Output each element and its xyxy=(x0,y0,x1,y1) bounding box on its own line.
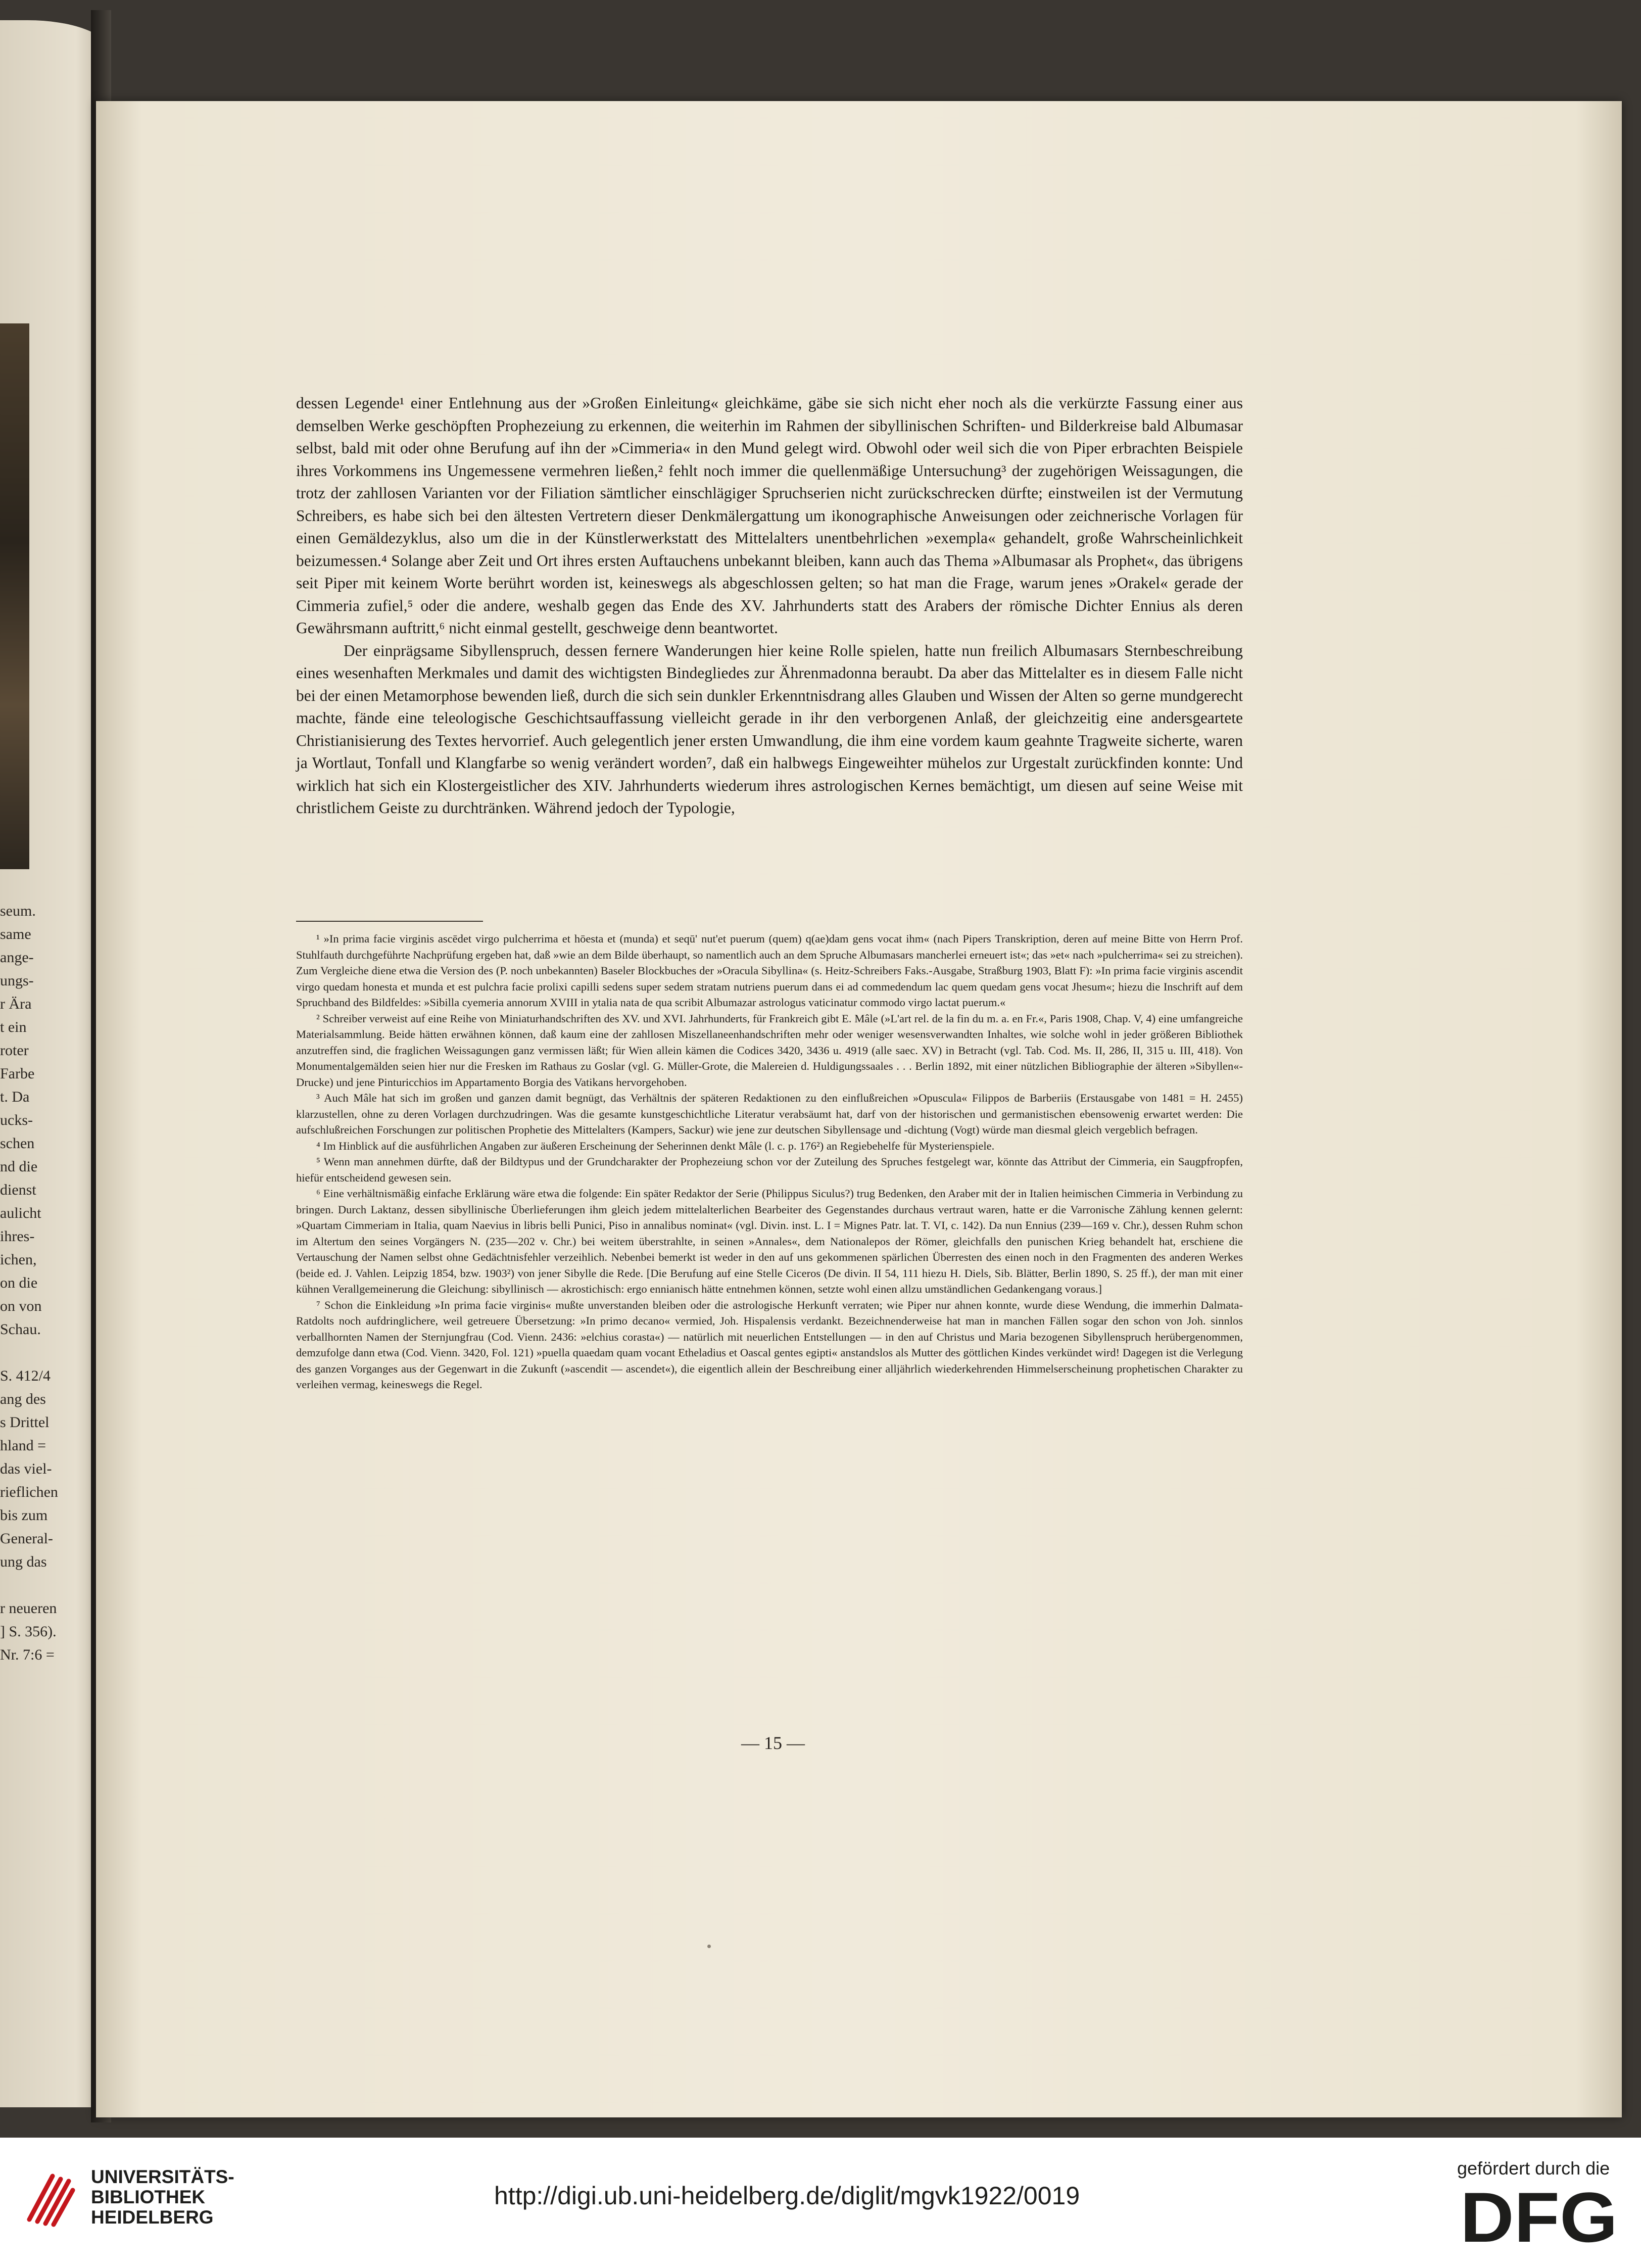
left-page-fragment: r neueren xyxy=(0,1600,57,1617)
page-number: — 15 — xyxy=(741,1733,805,1753)
left-page-fragment: on von xyxy=(0,1298,42,1314)
footnote: ⁴ Im Hinblick auf die ausführlichen Angaben zur äußeren Erscheinung der Seherinnen denkt Mâle (l. c. p. 176²) an Regiebehelfe für Mysterienspiele. xyxy=(316,1139,995,1152)
footnote: ⁷ Schon die Einkleidung »In prima facie virginis« mußte unverstanden bleiben oder die astrologische Herkunft verraten; wie Piper nur ahnen konnte, wurde diese Wendung, die immerhin Dalmata-Ratdolts noch aufdringlichere, weil getreuere Übersetzung: »In primo decano« vermied, Joh. Hispalensis verdankt. Bezeichnenderweise hat man in manchen Fällen sogar den schon von Joh. sinnlos verballhornten Namen der Sternjungfrau (Cod. Vienn. 2436: »elchius corasta«) — natürlich mit neuerlichen Entstellungen — in den auf Christus und Maria bezogenen Sibyllenspruch herübergenommen, demzufolge dann etwa (Cod. Vienn. 3420, Fol. 121) »puella quaedam quam vocant Etheladius et Oascal gentes egipti« anstandslos als Mutter des göttlichen Kindes verkündet wird! Dagegen ist die Verlegung des ganzen Vorganges aus der Gegenwart in die Zukunft (»ascendit — ascendet«), die eigentlich allein der Beschreibung einer alljährlich wiederkehrenden Himmelserscheinung prophetischen Charakter zu verleihen vermag, keineswegs die Regel. xyxy=(296,1298,1243,1391)
footnote: ³ Auch Mâle hat sich im großen und ganzen damit begnügt, das Verhältnis der späteren Redaktionen zu den einflußreichen »Opuscula« Filippos de Barberiis (Erstausgabe von 1481 = H. 2455) klarzustellen, ohne zu deren Vorlagen durchzudringen. Was die gesamte kunstgeschichtliche Literatur verabsäumt hat, darf von der historischen und germanistischen ebensowenig erwartet werden: Die aufschlußreichen Forschungen zur politischen Prophetie des Mittelalters (Kampers, Sackur) wie jene zur deutschen Sibyllensage und -dichtung (Vogt) würde man diesmal gleich vergeblich befragen. xyxy=(296,1092,1243,1136)
footnotes xyxy=(296,931,1243,1393)
library-name-line: UNIVERSITÄTS- xyxy=(91,2166,234,2187)
left-page-fragment: same xyxy=(0,926,31,942)
left-page-plate xyxy=(0,323,29,869)
library-name-line: HEIDELBERG xyxy=(91,2207,214,2228)
left-page-fragment: t. Da xyxy=(0,1089,30,1105)
left-page-fragment xyxy=(0,1574,76,1597)
left-page-fragment: seum. xyxy=(0,903,36,919)
left-page-fragment: Nr. 7:6 = xyxy=(0,1646,55,1663)
left-page-fragment: ihres- xyxy=(0,1228,35,1245)
funded-by-text: gefördert durch die xyxy=(1457,2158,1610,2179)
left-page-fragment: ichen, xyxy=(0,1251,37,1268)
left-page-fragment: bis zum xyxy=(0,1507,48,1524)
main-paragraph: dessen Legende¹ einer Entlehnung aus der »Großen Einleitung« gleichkäme, gäbe sie sich nicht eher noch als die verkürzte Fassung einer aus demselben Werke geschöpften Prophezeiung zu erkennen, die weiterhin im Rahmen der sibyllinischen Schriften- und Bilderkreise bald Albumasar selbst, bald mit oder ohne Berufung auf ihn der »Cimmeria« in den Mund gelegt wird. Obwohl oder weil sich die von Piper erbrachten Beispiele ihres Vorkommens ins Ungemessene vermehren ließen,² fehlt noch immer die quellenmäßige Untersuchung³ der zugehörigen Weissagungen, die trotz der zahllosen Varianten vor der Filiation sämtlicher einschlägiger Spruchserien nicht zurückschrecken dürfte; einstweilen ist der Vermutung Schreibers, es habe sich bei den ältesten Vertretern dieser Denkmälergattung um ikonographische Anweisungen oder zeichnerische Vorlagen für einen Gemäldezyklus, also um die in der Künstlerwerkstatt des Mittelalters unentbehrlichen »exempla« gehandelt, große Wahrscheinlichkeit beizumessen.⁴ Solange aber Zeit und Ort ihres ersten Auftauchens unbekannt bleiben, kann auch das Thema »Albumasar als Prophet«, das übrigens seit Piper mit keinem Worte berührt worden ist, keineswegs als abgeschlossen gelten; so hat man die Frage, warum jenes »Orakel« gerade der Cimmeria zufiel,⁵ oder die andere, weshalb gegen das Ende des XV. Jahrhunderts statt des Arabers der römische Dichter Ennius als deren Gewährsmann auftritt,⁶ nicht einmal gestellt, geschweige denn beantwortet. xyxy=(296,394,1243,637)
left-page-fragment xyxy=(0,1341,76,1364)
document-url-link[interactable]: http://digi.ub.uni-heidelberg.de/diglit/mgvk1922/0019 xyxy=(494,2182,1080,2210)
main-text xyxy=(296,392,1243,820)
left-page-fragment: t ein xyxy=(0,1019,27,1035)
footnote: ¹ »In prima facie virginis ascēdet virgo pulcherrima et hōesta et (munda) et seqū' nut'et puerum (quem) q(ae)dam gens vocat ihm« (nach Pipers Transkription, deren auf meine Bitte von Herrn Prof. Stuhlfauth durchgeführte Nachprüfung ergeben hat, daß »wie an dem Bilde überhaupt, so namentlich auch an dem Spruche Albumasars mancherlei erneuert ist«; das »et« nach »pulcherrima« sei zu streichen). Zum Vergleiche diene etwa die Version des (P. noch unbekannten) Baseler Blockbuches der »Oracula Sibyllina« (s. Heitz-Schreibers Faks.-Ausgabe, Straßburg 1903, Blatt F): »In prima facie virginis ascendit virgo quedam honesta et munda et est pulchra facie prolixi capilli sedens super sedem stratam nutriens puerum dans ei ad commedendum lac quem quedam gens vocat Jhesum«; hiezu die Inschrift auf dem Spruchband des Bildfeldes: »Sibilla cyemeria annorum XVIII in ytalia nata de qua scribit Albumazar astrologus vaticinatur commodo virgo lactat puerum.« xyxy=(296,932,1243,1009)
left-page-fragment: r Ära xyxy=(0,996,32,1012)
left-page-fragment: roter xyxy=(0,1042,29,1059)
left-page-fragment: ange- xyxy=(0,949,34,966)
footnote: ⁵ Wenn man annehmen dürfte, daß der Bildtypus und der Grundcharakter der Prophezeiung schon vor der Zuteilung des Spruches festgelegt war, könnte das Attribut der Cimmeria, ein Saugpfropfen, hiefür entscheidend gewesen sein. xyxy=(296,1155,1243,1184)
left-page-fragment: hland = xyxy=(0,1437,46,1454)
dfg-logo-icon[interactable] xyxy=(1460,2186,1619,2244)
footnote: ² Schreiber verweist auf eine Reihe von Miniaturhandschriften des XV. und XVI. Jahrhunderts, für Frankreich gibt E. Mâle (»L'art rel. de la fin du m. a. en Fr.«, Paris 1908, Chap. V, 4) eine umfangreiche Materialsammlung. Beide hätten erwähnen können, daß kaum eine der zahllosen Miszellaneenhandschriften mehr oder weniger wesensverwandten Inhaltes, wie solche wohl in jeder größeren Bibliothek anzutreffen sind, die fraglichen Weissagungen ganz vermissen läßt; für Wien allein kämen die Codices 3420, 3436 u. 4919 (alle saec. XV) in Betracht (vgl. Tab. Cod. Ms. II, 286, II, 315 u. III, 418). Von Monumentalgemälden seien hier nur die Fresken im Rathaus zu Goslar (vgl. G. Müller-Grote, die Malereien d. Huldigungssaales . . . Berlin 1892, mit einer nützlichen Bibliographie der älteren »Sibyllen«-Drucke) und jene Pinturicchios im Appartamento Borgia des Vatikans hervorgehoben. xyxy=(296,1012,1243,1089)
footnote: ⁶ Eine verhältnismäßig einfache Erklärung wäre etwa die folgende: Ein später Redaktor der Serie (Philippus Siculus?) trug Bedenken, den Araber mit der in Italien heimischen Cimmeria in Verbindung zu bringen. Durch Laktanz, dessen sibyllinische Überlieferungen ihm gleich jedem mittelalterlichen Bearbeiter des Gegenstandes durchaus vertraut waren, hatte er die Varronische Zählung kennen gelernt: »Quartam Cimmeriam in Italia, quam Naevius in libris belli Punici, Piso in annalibus nominat« (vgl. Divin. inst. L. I = Mignes Patr. lat. T. VI, c. 142). Da nun Ennius (239—169 v. Chr.), dessen Ruhm schon im Altertum den seines Vorgängers N. (235—202 v. Chr.) bei weitem überstrahlte, in seinen »Annales«, dem Nationalepos der Römer, gleichfalls den punischen Krieg behandelt hat, erschiene die Vertauschung der Namen selbst ohne Gedächtnisfehler verzeihlich. Nebenbei bemerkt ist weder in den auf uns gekommenen spärlichen Überresten des einen noch in den Fragmenten des anderen Werkes (beide ed. J. Vahlen. Leipzig 1854, bzw. 1903²) von jener Sibylle die Rede. [Die Berufung auf eine Stelle Ciceros (De divin. II 54, 111 hiezu H. Diels, Sib. Blätter, Berlin 1890, S. 25 ff.), der man mit einer kühnen Verallgemeinerung die Gleichung: sibyllinisch — akrostichisch: ergo ennianisch hätte entnehmen können, setzte wohl einen allzu umständlichen Gedankengang voraus.] xyxy=(296,1187,1243,1295)
ub-heidelberg-logo-icon[interactable] xyxy=(20,2168,81,2229)
left-page-fragment: ] S. 356). xyxy=(0,1623,57,1640)
left-page-fragment: s Drittel xyxy=(0,1414,50,1431)
left-page-fragment: aulicht xyxy=(0,1205,41,1221)
left-page-fragment: rieflichen xyxy=(0,1484,58,1500)
left-page-fragment: Farbe xyxy=(0,1065,35,1082)
left-page-fragment: nd die xyxy=(0,1158,38,1175)
left-page-fragment: General- xyxy=(0,1530,53,1547)
dust-speck xyxy=(707,1945,711,1948)
left-page-text-fragments xyxy=(0,900,76,1667)
main-paragraph: Der einprägsame Sibyllenspruch, dessen fernere Wanderungen hier keine Rolle spielen, hatte nun freilich Albumasars Sternbeschreibung eines wesenhaften Merkmales und damit des wichtigsten Bindegliedes zur Ährenmadonna beraubt. Da aber das Mittelalter es in diesem Falle nicht bei der einen Metamorphose bewenden ließ, durch die sich sein dunkler Erkenntnisdrang alles Glauben und Wissen der Alten so gerne mundgerecht machte, fände eine teleologische Geschichtsauffassung vielleicht gerade in ihr den verborgenen Anlaß, der gleichzeitig eine andersgeartete Christianisierung des Textes hervorrief. Auch gelegentlich jener ersten Umwandlung, die ihm eine vordem kaum geahnte Tragweite sicherte, waren ja Wortlaut, Tonfall und Klangfarbe so wenig verändert worden⁷, daß ein halbwegs Eingeweihter mühelos zur Urgestalt zurückfinden konnte: Und wirklich hat sich ein Klostergeistlicher des XIV. Jahrhunderts wiederum ihres astrologischen Kernes bemächtigt, um diesen auf seine Weise mit christlichem Geiste zu durchtränken. Während jedoch der Typologie, xyxy=(296,641,1243,817)
left-page-fragment: S. 412/4 xyxy=(0,1367,51,1384)
left-page-fragment: das viel- xyxy=(0,1460,52,1477)
dfg-logo-text: DFG xyxy=(1460,2186,1618,2244)
footnote-rule xyxy=(296,921,483,922)
left-page-fragment: on die xyxy=(0,1274,38,1291)
left-page-fragment: ang des xyxy=(0,1391,46,1407)
left-page-fragment: ungs- xyxy=(0,972,34,989)
library-name-line: BIBLIOTHEK xyxy=(91,2187,206,2207)
left-page-fragment: schen xyxy=(0,1135,35,1152)
footer-bar xyxy=(0,2138,1641,2268)
library-name[interactable] xyxy=(91,2167,234,2228)
left-page-fragment: Schau. xyxy=(0,1321,41,1338)
left-page-fragment: ucks- xyxy=(0,1112,33,1128)
left-page-fragment: ung das xyxy=(0,1553,47,1570)
left-page-fragment: dienst xyxy=(0,1182,36,1198)
